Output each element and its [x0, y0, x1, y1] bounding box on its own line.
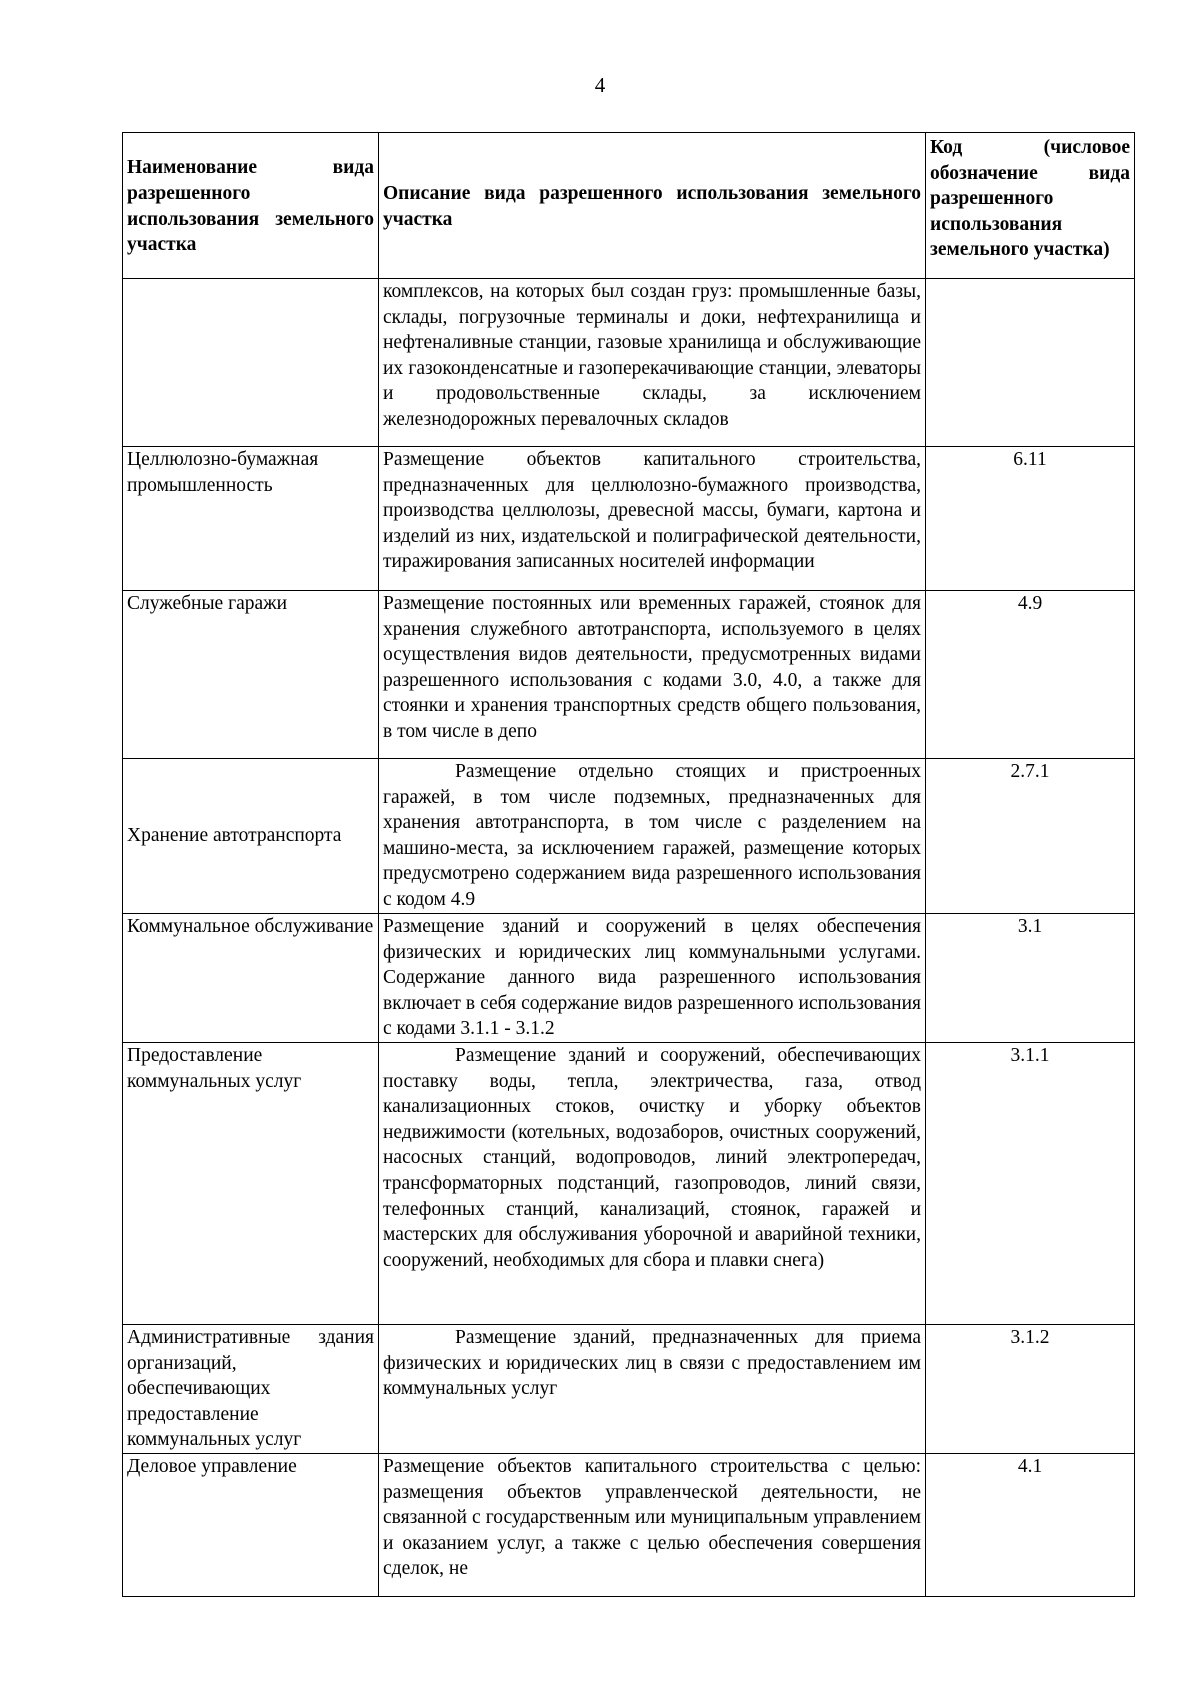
page-number: 4 [594, 73, 606, 97]
row-code: 3.1 [926, 914, 1135, 1043]
table-row [123, 759, 1135, 914]
header-code: Код (числовое обозначение вида разрешенного использования земельного участка) [926, 133, 1135, 279]
row-code [926, 279, 1135, 447]
row-name [123, 279, 379, 447]
land-use-table [122, 132, 1135, 1597]
row-description: Размещение зданий и сооружений в целях обеспечения физических и юридических лиц коммунальными услугами. Содержание данного вида разрешенного использования включает в себя содержание видов разрешенного использования с кодами 3.1.1 - 3.1.2 [379, 914, 926, 1043]
table-row [123, 1453, 1135, 1596]
row-name: Административные здания организаций, обеспечивающих предоставление коммунальных услуг [123, 1324, 379, 1453]
row-code: 3.1.1 [926, 1042, 1135, 1324]
row-name: Целлюлозно-бумажная промышленность [123, 447, 379, 591]
row-code: 4.9 [926, 591, 1135, 759]
row-code: 3.1.2 [926, 1324, 1135, 1453]
row-description: Размещение объектов капитального строительства с целью: размещения объектов управленческой деятельности, не связанной с государственным или муниципальным управлением и оказанием услуг, а также с целью обеспечения совершения сделок, не [379, 1453, 926, 1596]
table-row [123, 279, 1135, 447]
row-description: Размещение зданий и сооружений, обеспечивающих поставку воды, тепла, электричества, газа, отвод канализационных стоков, очистку и уборку объектов недвижимости (котельных, водозаборов, очистных сооружений, насосных станций, водопроводов, линий электропередач, трансформаторных подстанций, газопроводов, линий связи, телефонных станций, канализаций, стоянок, гаражей и мастерских для обслуживания уборочной и аварийной техники, сооружений, необходимых для сбора и плавки снега) [379, 1042, 926, 1324]
row-name: Хранение автотранспорта [123, 759, 379, 914]
row-name: Служебные гаражи [123, 591, 379, 759]
row-code: 6.11 [926, 447, 1135, 591]
header-name: Наименование вида разрешенного использования земельного участка [123, 133, 379, 279]
table-row [123, 591, 1135, 759]
table-header-row [123, 133, 1135, 279]
row-name: Коммунальное обслуживание [123, 914, 379, 1043]
row-description: Размещение объектов капитального строительства, предназначенных для целлюлозно-бумажного производства, производства целлюлозы, древесной массы, бумаги, картона и изделий из них, издательской и полиграфической деятельности, тиражирования записанных носителей информации [379, 447, 926, 591]
table-row [123, 914, 1135, 1043]
row-name: Деловое управление [123, 1453, 379, 1596]
table-row [123, 1042, 1135, 1324]
header-description: Описание вида разрешенного использования земельного участка [379, 133, 926, 279]
row-description: Размещение постоянных или временных гаражей, стоянок для хранения служебного автотранспорта, используемого в целях осуществления видов деятельности, предусмотренных видами разрешенного использования с кодами 3.0, 4.0, а также для стоянки и хранения транспортных средств общего пользования, в том числе в депо [379, 591, 926, 759]
row-description: Размещение отдельно стоящих и пристроенных гаражей, в том числе подземных, предназначенных для хранения автотранспорта, в том числе с разделением на машино-места, за исключением гаражей, размещение которых предусмотрено содержанием вида разрешенного использования с кодом 4.9 [379, 759, 926, 914]
row-code: 2.7.1 [926, 759, 1135, 914]
row-name: Предоставление коммунальных услуг [123, 1042, 379, 1324]
row-description: комплексов, на которых был создан груз: промышленные базы, склады, погрузочные терминалы и доки, нефтехранилища и нефтеналивные станции, газовые хранилища и обслуживающие их газоконденсатные и газоперекачивающие станции, элеваторы и продовольственные склады, за исключением железнодорожных перевалочных складов [379, 279, 926, 447]
table-row [123, 1324, 1135, 1453]
row-code: 4.1 [926, 1453, 1135, 1596]
table-row [123, 447, 1135, 591]
row-description: Размещение зданий, предназначенных для приема физических и юридических лиц в связи с предоставлением им коммунальных услуг [379, 1324, 926, 1453]
